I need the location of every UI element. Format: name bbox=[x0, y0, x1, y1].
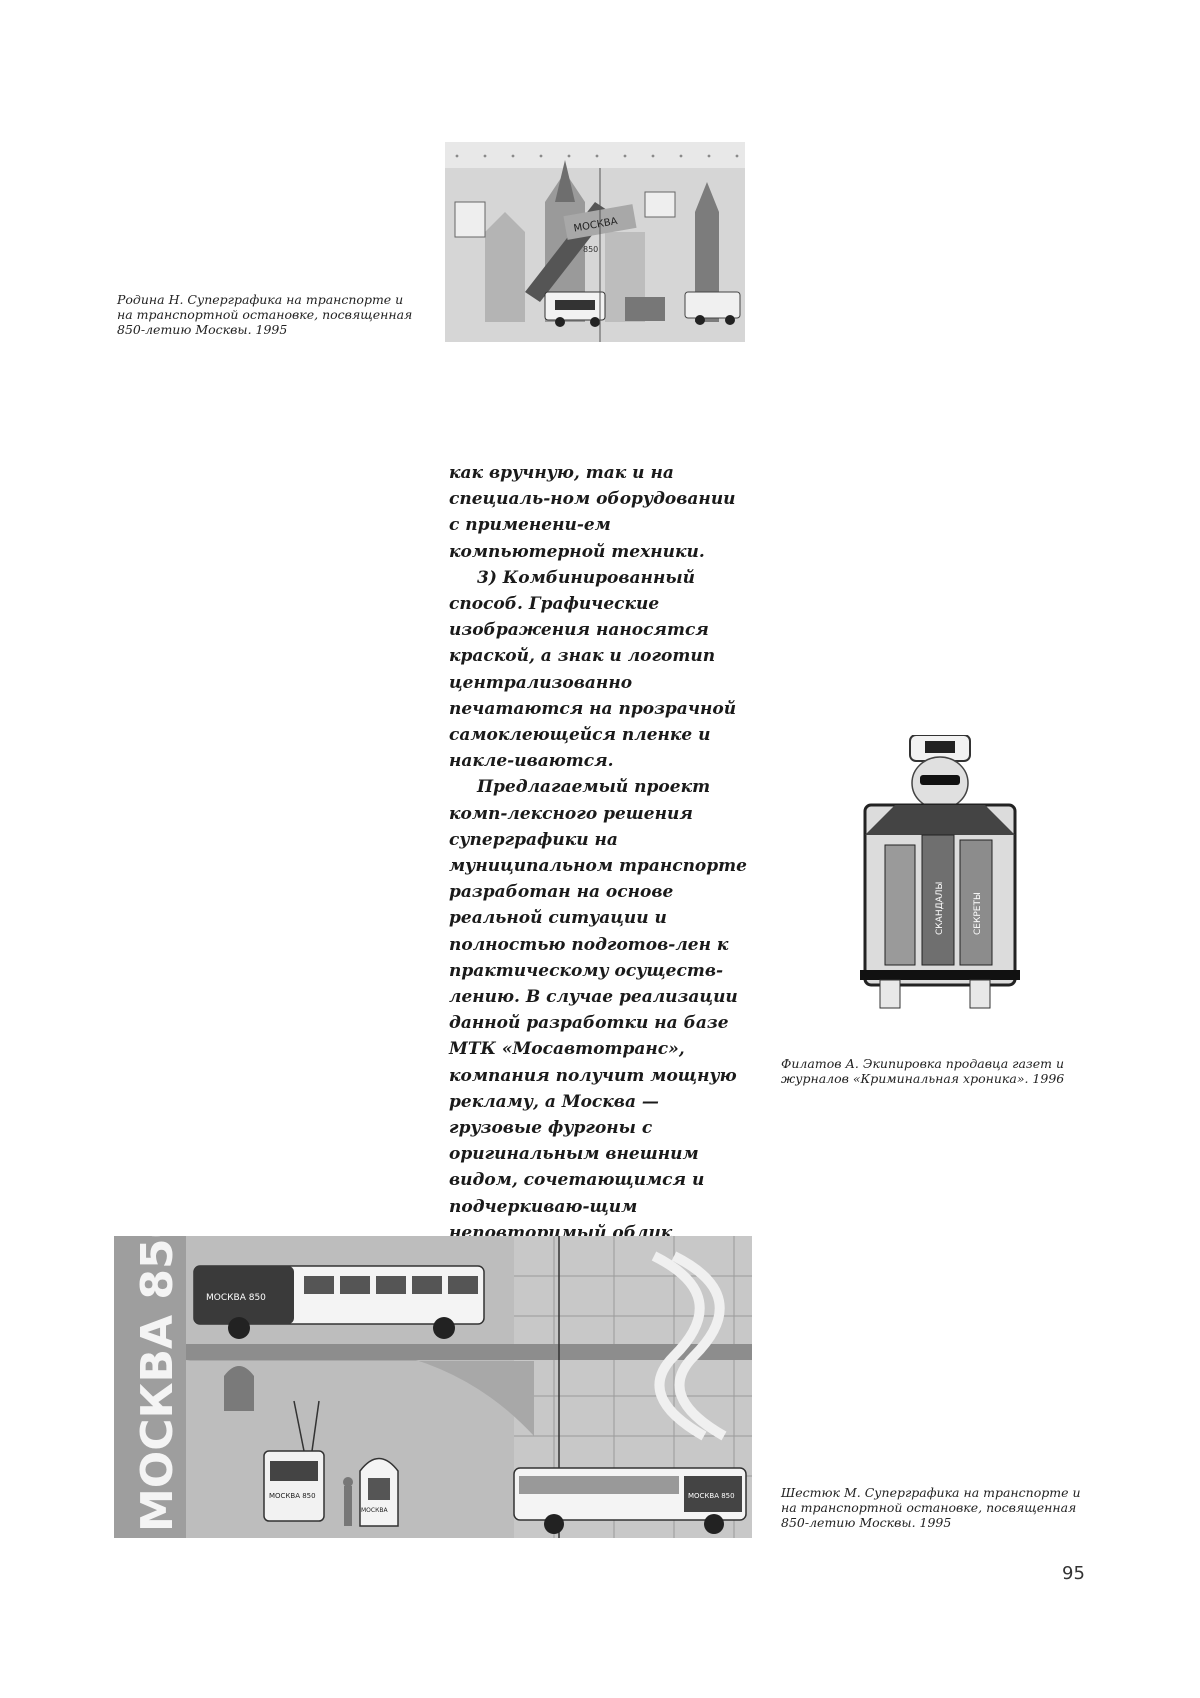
figure-middle-sign-1: СКАНДАЛЫ bbox=[935, 881, 945, 935]
figure-top-sublabel: 850 bbox=[583, 245, 598, 254]
body-paragraph-2: 3) Комбинированный способ. Графические изображения наносятся краской, а знак и логотип централизованно печатаются на прозрачной самоклеющейся пленке и накле-иваются. bbox=[449, 565, 749, 775]
caption-top: Родина Н. Суперграфика на транспорте и на транспортной остановке, посвященная 850-летию Москвы. 1995 bbox=[117, 292, 417, 337]
figure-bottom-trolley-label: МОСКВА 850 bbox=[269, 1492, 316, 1500]
body-paragraph-3: Предлагаемый проект комп-лексного решения суперграфики на муниципальном транспорте разработан на основе реальной ситуации и полностью подготов-лен к практическому осуществ-лению. В случае реализации данной разработки на базе МТК «Мосавтотранс», компания получит мощную рекламу, а Москва — грузовые фургоны с оригинальным внешним видом, сочетающимся и подчеркиваю-щим неповторимый облик bbox=[449, 774, 749, 1272]
caption-bottom: Шестюк М. Суперграфика на транспорте и на транспортной остановке, посвященная 850-летию Москвы. 1995 bbox=[781, 1485, 1101, 1530]
figure-bottom-vertical-text: МОСКВА 850 ЛЕТ bbox=[132, 1236, 183, 1532]
page-number: 95 bbox=[1062, 1563, 1085, 1584]
figure-top-supergraphics bbox=[445, 142, 745, 342]
figure-bottom-bus2-label: МОСКВА 850 bbox=[688, 1492, 735, 1500]
caption-middle: Филатов А. Экипировка продавца газет и журналов «Криминальная хроника». 1996 bbox=[781, 1056, 1081, 1086]
figure-top-label: МОСКВА bbox=[573, 216, 619, 235]
body-paragraph-1: как вручную, так и на специаль-ном оборудовании с применени-ем компьютерной техники. bbox=[449, 460, 749, 565]
figure-bottom-supergraphics bbox=[114, 1236, 752, 1538]
figure-bottom-stop-label: МОСКВА bbox=[361, 1507, 388, 1514]
figure-middle-vendor-outfit bbox=[840, 735, 1030, 1010]
figure-middle-sign-2: СЕКРЕТЫ bbox=[973, 892, 983, 935]
body-text-column bbox=[449, 460, 749, 1272]
figure-bottom-bus-label: МОСКВА 850 bbox=[206, 1293, 266, 1303]
